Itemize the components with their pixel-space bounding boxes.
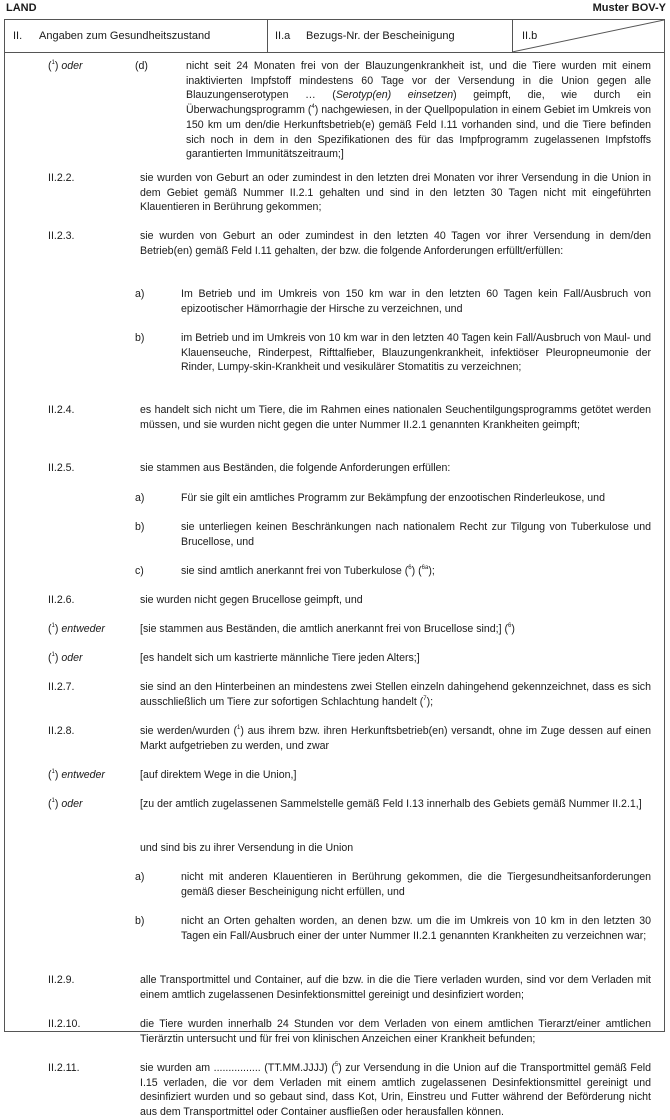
certificate-header xyxy=(5,20,664,53)
header-cell-reference-number xyxy=(267,20,513,52)
clause-number: II.2.2. xyxy=(48,172,75,184)
sub-label: a) xyxy=(135,871,145,883)
header-cell-number: II. xyxy=(13,30,23,42)
header-cell-number: II.b xyxy=(522,30,538,42)
clause-number: II.2.3. xyxy=(48,230,75,242)
sub-label: a) xyxy=(135,288,145,300)
option-text: [sie stammen aus Beständen, die amtlich anerkannt frei von Brucellose sind;] ($^6$) xyxy=(140,623,515,635)
clause-text: sie sind an den Hinterbeinen an mindestens zwei Stellen einzeln dahingehend gekennzeichnet, dass es sich ausschließlich um Tiere zur sofortigen Schlachtung handelt ($^7$); xyxy=(140,681,651,708)
clause-text: die Tiere wurden innerhalb 24 Stunden vor dem Verladen von einem amtlichen Tierarzt/einer amtlichen Tierärztin untersucht und für frei von klinischen Anzeichen einer Krankheit befunden; xyxy=(140,1018,651,1045)
header-cell-title: Angaben zum Gesundheitszustand xyxy=(39,30,211,42)
sub-label: a) xyxy=(135,492,145,504)
clause-number: II.2.10. xyxy=(48,1018,81,1030)
clause-number: II.2.8. xyxy=(48,725,75,737)
option-label: ($^1$) oder xyxy=(48,798,83,810)
country-label: LAND xyxy=(6,2,37,14)
option-text: [es handelt sich um kastrierte männliche Tiere jeden Alters;] xyxy=(140,652,420,664)
clause-text: nicht seit 24 Monaten frei von der Blauzungenkrankheit ist, und die Tiere wurden mit einem inaktivierten Impfstoff mindestens 60 Tage vor der Versendung in die Union gegen alle Blauzungenserotypen … (Serotyp(en) einsetzen) geimpft, die, wie durch ein Überwachungsprogramm ($^4$) nachgewiesen, in der Quellpopulation in einem Gebiet im Umkreis von 150 km um den/die Herkunftsbetrieb(e) gemäß Feld I.11 vorhanden sind, und die Tiere befinden sich noch in dem in den Spezifikationen des für das Impfprogramm zugelassenen Impfstoffs garantierten Immunitätszeitraum;] xyxy=(186,60,651,161)
certificate-frame xyxy=(4,19,665,1119)
clause-text: sie werden/wurden ($^1$) aus ihrem bzw. ihren Herkunftsbetrieb(en) versandt, ohne im Zuge dessen auf einen Markt aufgetrieben zu werden, und zwar xyxy=(140,725,651,752)
option-label: ($^1$) oder xyxy=(48,60,83,72)
clause-text: sie wurden von Geburt an oder zumindest in den letzten 40 Tagen vor ihrer Versendung in dem/den Betrieb(en) gemäß Feld I.11 gehalten, der bzw. die folgende Anforderungen erfüllt/erfüllen: xyxy=(140,230,651,257)
sub-text: im Betrieb und im Umkreis von 10 km war in den letzten 40 Tagen kein Fall/Ausbruch von Maul- und Klauenseuche, Rinderpest, Rifttalfieber, Blauzungenkrankheit, infektiöser Pleuropneumonie der Rinder, Lumpy-skin-Krankheit und vesikulärer Stomatitis zu verzeichnen; xyxy=(181,332,651,374)
option-label: ($^1$) entweder xyxy=(48,769,105,781)
page-top-bar xyxy=(4,2,666,16)
model-label: Muster BOV-Y xyxy=(592,2,666,14)
clause-number: II.2.6. xyxy=(48,594,75,606)
clause-number: II.2.11. xyxy=(48,1062,80,1074)
sub-label: b) xyxy=(135,521,145,533)
continuation-text: und sind bis zu ihrer Versendung in die Union xyxy=(140,842,354,854)
clause-letter: (d) xyxy=(135,60,148,72)
header-cell-number: II.a xyxy=(275,30,291,42)
sub-label: c) xyxy=(135,565,144,577)
option-label: ($^1$) entweder xyxy=(48,623,105,635)
clause-number: II.2.5. xyxy=(48,462,75,474)
sub-text: sie sind amtlich anerkannt frei von Tuberkulose ($^6$) ($^{6a}$); xyxy=(181,565,435,577)
option-text: [auf direktem Wege in die Union,] xyxy=(140,769,297,781)
option-label: ($^1$) oder xyxy=(48,652,83,664)
clause-text: sie wurden am ................ (TT.MM.JJJJ) ($^5$) zur Versendung in die Union auf die Transportmittel gemäß Feld I.15 verladen, die vor dem Verladen mit einem amtlich zugelassenen Desinfektionsmittel gereinigt und desinfiziert wurden und so gebaut sind, dass Kot, Urin, Einstreu und Futter während der Beförderung nicht aus dem Transportmittel oder Container ausfließen oder herausfallen können. xyxy=(140,1062,652,1119)
sub-text: Für sie gilt ein amtliches Programm zur Bekämpfung der enzootischen Rinderleukose, und xyxy=(181,492,605,504)
clause-text: es handelt sich nicht um Tiere, die im Rahmen eines nationalen Seuchentilgungsprogramms getötet werden müssen, und sie wurden nicht gegen die unter Nummer II.2.1 genannten Krankheiten geimpft; xyxy=(140,404,651,431)
clause-text: alle Transportmittel und Container, auf die bzw. in die die Tiere verladen wurden, sind vor dem Verladen mit einem amtlich zugelassenen Desinfektionsmittel gereinigt und desinfiziert worden; xyxy=(140,974,651,1001)
clause-text: sie stammen aus Beständen, die folgende Anforderungen erfüllen: xyxy=(140,462,451,474)
sub-label: b) xyxy=(135,332,145,344)
sub-text: Im Betrieb und im Umkreis von 150 km war in den letzten 60 Tagen kein Fall/Ausbruch von epizootischer Hämorrhagie der Hirsche zu verzeichnen, und xyxy=(181,288,651,315)
clause-number: II.2.7. xyxy=(48,681,75,693)
sub-text: nicht mit anderen Klauentieren in Berührung gekommen, die die Tiergesundheitsanforderungen gemäß dieser Bescheinigung nicht erfüllen, und xyxy=(181,871,651,898)
header-cell-title: Bezugs-Nr. der Bescheinigung xyxy=(306,30,455,42)
sub-text: nicht an Orten gehalten worden, an denen bzw. um die im Umkreis von 10 km in den letzten 30 Tagen ein Fall/Ausbruch einer der unter Nummer II.2.1 genannten Krankheiten zu verzeichnen war; xyxy=(181,915,651,942)
sub-label: b) xyxy=(135,915,145,927)
clause-number: II.2.9. xyxy=(48,974,75,986)
clause-text: sie wurden von Geburt an oder zumindest in den letzten drei Monaten vor ihrer Versendung in die Union in dem Gebiet gemäß Nummer II.2.1 gehalten und sind in den letzten 30 Tagen nicht mit eingeführten Klauentieren in Berührung gekommen; xyxy=(140,172,651,214)
option-text: [zu der amtlich zugelassenen Sammelstelle gemäß Feld I.13 innerhalb des Gebiets gemäß Nummer II.2.1,] xyxy=(140,798,642,810)
header-cell-health-info xyxy=(5,20,268,52)
header-cell-iib xyxy=(512,20,664,52)
sub-text: sie unterliegen keinen Beschränkungen nach nationalem Recht zur Tilgung von Tuberkulose und Brucellose, und xyxy=(181,521,651,548)
clause-text: sie wurden nicht gegen Brucellose geimpft, und xyxy=(140,594,363,606)
clause-number: II.2.4. xyxy=(48,404,75,416)
